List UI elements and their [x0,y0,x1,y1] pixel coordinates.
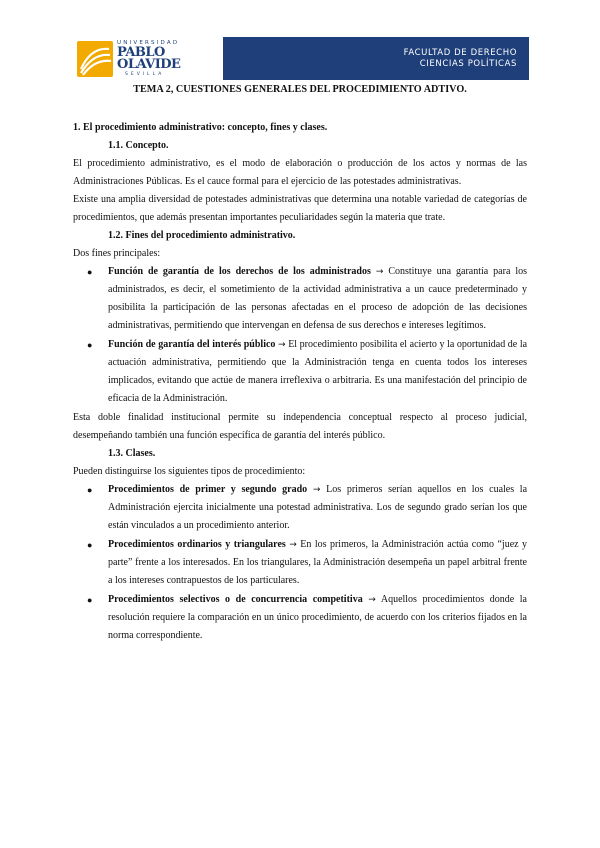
clases-list [73,481,527,645]
fines-list [73,263,527,408]
list-item-term: Procedimientos selectivos o de concurrencia competitiva [108,594,363,605]
faculty-panel [223,37,529,80]
logo-emblem-icon [77,41,113,77]
bullet-icon: ● [87,485,93,495]
faculty-line1: FACULTAD DE DERECHO [403,47,517,58]
section12-closing: Esta doble finalidad institucional permite su independencia conceptual respecto al proceso judicial, desempeñando también una función específica de garantía del interés público. [73,412,527,441]
bullet-icon: ● [87,340,93,350]
bullet-icon: ● [87,595,93,605]
bullet-icon: ● [87,267,93,277]
logo-name-line1: PABLO [117,45,165,60]
list-item [73,481,527,535]
arrow-icon: → [368,595,376,605]
list-item-term: Procedimientos ordinarios y triangulares [108,539,286,550]
section11-paragraph1: El procedimiento administrativo, es el modo de elaboración o producción de los actos y normas de las Administraciones Públicas. Es el cauce formal para el ejercicio de las potestades administrativas. [73,158,527,187]
list-item-text: Aquellos procedimientos donde la resolución requiere la comparación en un único procedimiento, de acuerdo con los criterios fijados en la norma correspondiente. [108,594,527,641]
section13-intro: Pueden distinguirse los siguientes tipos de procedimiento: [73,466,306,477]
header-banner [73,37,529,80]
list-item-term: Función de garantía de los derechos de los administrados [108,266,371,277]
logo-name-line2: OLAVIDE [117,57,181,72]
section11-heading: 1.1. Concepto. [108,140,169,151]
list-item-text: El procedimiento posibilita el acierto y la oportunidad de la actuación administrativa, permitiendo que la Administración tenga en cuenta todos los intereses implicados, evitando que actúe de manera irreflexiva o arbitraria. Es una manifestación del principio de eficacia de la Administración. [108,339,528,404]
section11-paragraph2: Existe una amplia diversidad de potestades administrativas que determina una notable variedad de categorías de procedimientos, que además presentan importantes peculiaridades según la materia que trate. [73,194,527,223]
arrow-icon: → [375,267,384,277]
logo-city: SEVILLA [125,72,165,77]
university-logo [73,37,223,80]
list-item-text: Los primeros serían aquellos en los cuales la Administración ejercita inicialmente una potestad administrativa. Los de segundo grado serían los que están vinculados a un procedimiento anterior. [108,484,528,531]
section13-heading: 1.3. Clases. [108,448,156,459]
faculty-line2: CIENCIAS POLÍTICAS [419,58,517,69]
arrow-icon: → [289,540,297,550]
list-item [73,336,527,408]
bullet-icon: ● [87,540,93,550]
logo-name [117,47,180,71]
list-item [73,263,527,335]
logo-university-label: UNIVERSIDAD [117,40,180,46]
list-item-text: Constituye una garantía para los administrados, es decir, el sometimiento de la actividad administrativa a un cauce predeterminado y posibilita la participación de las personas afectadas en el proceso de adopción de las decisiones administrativas, permitiendo que intervengan en defensa de sus derechos e intereses legítimos. [108,266,528,331]
list-item-term: Función de garantía del interés público [108,339,276,350]
page-title: TEMA 2, CUESTIONES GENERALES DEL PROCEDIMIENTO ADTIVO. [133,84,467,95]
section12-heading: 1.2. Fines del procedimiento administrativo. [108,230,296,241]
document-body [73,80,527,646]
list-item [73,536,527,590]
list-item-text: En los primeros, la Administración actúa como “juez y parte” frente a los interesados. En los triangulares, la Administración desempeña un papel arbitral frente a los intereses contrapuestos de los particulares. [108,539,528,586]
list-item [73,591,527,645]
section1-heading: 1. El procedimiento administrativo: concepto, fines y clases. [73,122,328,133]
list-item-term: Procedimientos de primer y segundo grado [108,484,308,495]
section12-intro: Dos fines principales: [73,248,161,259]
arrow-icon: → [312,485,321,495]
arrow-icon: → [278,340,286,350]
